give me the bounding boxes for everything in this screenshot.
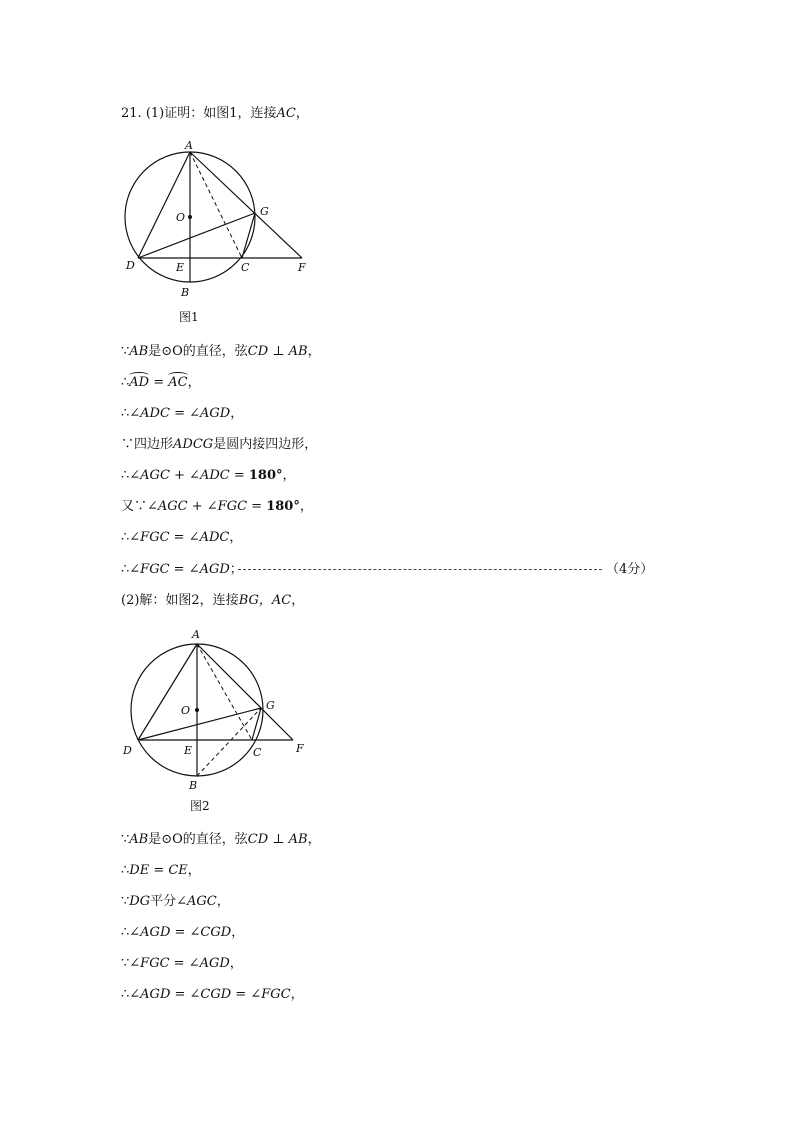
- proof2-line-6: [121, 987, 304, 1003]
- part1-end: ，: [295, 106, 309, 121]
- fig2-caption: 图2: [190, 799, 210, 813]
- part2-end: ，: [291, 593, 305, 608]
- punct: ，: [216, 894, 230, 909]
- fig2-dashed-BG: [197, 708, 261, 776]
- symbol: ∵: [121, 437, 135, 452]
- text: 平分: [150, 894, 177, 909]
- fig2-label-D: D: [123, 744, 132, 757]
- punct: ，: [307, 832, 321, 847]
- math: ∠ADC = ∠AGD: [129, 406, 231, 421]
- symbol: ∴: [121, 987, 130, 1002]
- proof2-line-1: [121, 832, 321, 848]
- fig1-label-F: F: [298, 261, 306, 274]
- text: 是⊙O的直径，弦: [148, 344, 248, 359]
- symbol: ∵: [121, 832, 130, 847]
- punct: ，: [231, 925, 245, 940]
- number: 180°: [266, 499, 300, 514]
- dotted-leader: [238, 569, 602, 570]
- symbol: ∴: [121, 562, 130, 577]
- punct: ，: [229, 956, 243, 971]
- proof1-line-5: [121, 468, 296, 484]
- proof1-line-8: [121, 562, 243, 578]
- punct: ，: [187, 863, 201, 878]
- fig2-label-C: C: [253, 746, 262, 759]
- fig2-label-G: G: [266, 699, 275, 712]
- punct: ，: [299, 499, 313, 514]
- math: ∠FGC = ∠AGD: [129, 562, 230, 577]
- fig1-dashed-AC: [190, 152, 242, 258]
- proof2-line-4: [121, 925, 244, 941]
- symbol: ∵: [121, 344, 130, 359]
- symbol: ∴: [121, 863, 130, 878]
- text: 是圆内接四边形，: [213, 437, 318, 452]
- fig1-label-B: B: [181, 286, 190, 299]
- fig1-line-GC: [242, 213, 255, 258]
- symbol: ∴: [121, 468, 130, 483]
- fig1-center-dot: [188, 215, 192, 219]
- proof2-line-5: [121, 956, 243, 972]
- number: 180°: [248, 468, 283, 483]
- part1-label: (1)证明：如图1，连接: [145, 106, 277, 121]
- symbol: ∴: [121, 530, 130, 545]
- math: ∠AGC + ∠ADC =: [129, 468, 249, 483]
- punct: ，: [307, 344, 321, 359]
- math: ∠AGC + ∠FGC =: [147, 499, 267, 514]
- fig1-label-D: D: [126, 259, 135, 272]
- symbol: ∴: [121, 406, 130, 421]
- problem-header: [121, 106, 309, 122]
- fig2-label-F: F: [296, 742, 304, 755]
- proof1-line-7: [121, 530, 242, 546]
- fig2-label-O: O: [181, 704, 191, 717]
- fig2-dashed-AC: [197, 644, 252, 740]
- fig1-label-A: A: [185, 139, 193, 152]
- math: ∠FGC = ∠ADC: [129, 530, 230, 545]
- fig2-label-E: E: [184, 744, 193, 757]
- symbol: ∵: [121, 894, 130, 909]
- part1-var: AC: [276, 106, 296, 121]
- math: DG: [129, 894, 151, 909]
- text: 是⊙O的直径，弦: [148, 832, 248, 847]
- score-label: （4分）: [606, 562, 654, 577]
- arc-AD: AD: [129, 375, 150, 390]
- punct: ，: [229, 530, 243, 545]
- fig2-line-AF: [197, 644, 293, 740]
- fig2-center-dot: [195, 708, 199, 712]
- fig1-line-AD: [138, 152, 190, 258]
- fig1-label-C: C: [241, 261, 250, 274]
- figure-1: [115, 140, 345, 310]
- figure-2: [120, 630, 350, 800]
- text: =: [149, 375, 169, 390]
- math: ∠AGD = ∠CGD: [129, 925, 232, 940]
- math: CD ⊥ AB: [247, 344, 308, 359]
- math: AB: [129, 832, 149, 847]
- symbol: 又∵: [121, 499, 148, 514]
- math: AB: [129, 344, 149, 359]
- proof2-line-2: [121, 863, 201, 879]
- proof1-line-3: [121, 406, 243, 422]
- fig1-caption: 图1: [179, 310, 199, 324]
- proof2-line-3: [121, 894, 230, 910]
- part2-vars: BG，AC: [238, 593, 292, 608]
- symbol: ∵: [121, 956, 130, 971]
- math: DE = CE: [129, 863, 188, 878]
- problem-number: 21.: [121, 106, 142, 121]
- part2-label: (2)解：如图2，连接: [121, 593, 239, 608]
- punct: ；: [229, 562, 243, 577]
- punct: ，: [230, 406, 244, 421]
- math: CD ⊥ AB: [247, 832, 308, 847]
- symbol: ∴: [121, 375, 130, 390]
- fig2-label-B: B: [189, 779, 198, 792]
- proof1-line-4: [121, 437, 317, 453]
- math: ∠AGC: [176, 894, 217, 909]
- proof1-line-6: [121, 499, 313, 515]
- arc-AC: AC: [168, 375, 188, 390]
- math: ADCG: [173, 437, 214, 452]
- fig1-line-DG: [138, 213, 255, 258]
- proof1-line-1: [121, 344, 321, 360]
- fig1-label-O: O: [176, 211, 186, 224]
- punct: ，: [282, 468, 296, 483]
- part2-header: [121, 593, 304, 609]
- proof1-line-2: [121, 375, 201, 391]
- fig1-label-E: E: [176, 261, 185, 274]
- fig2-line-AD: [138, 644, 197, 740]
- math: ∠AGD = ∠CGD = ∠FGC: [129, 987, 291, 1002]
- fig1-label-G: G: [260, 205, 269, 218]
- punct: ，: [187, 375, 201, 390]
- fig2-label-A: A: [192, 628, 200, 641]
- text: 四边形: [134, 437, 174, 452]
- symbol: ∴: [121, 925, 130, 940]
- math: ∠FGC = ∠AGD: [129, 956, 230, 971]
- punct: ，: [290, 987, 304, 1002]
